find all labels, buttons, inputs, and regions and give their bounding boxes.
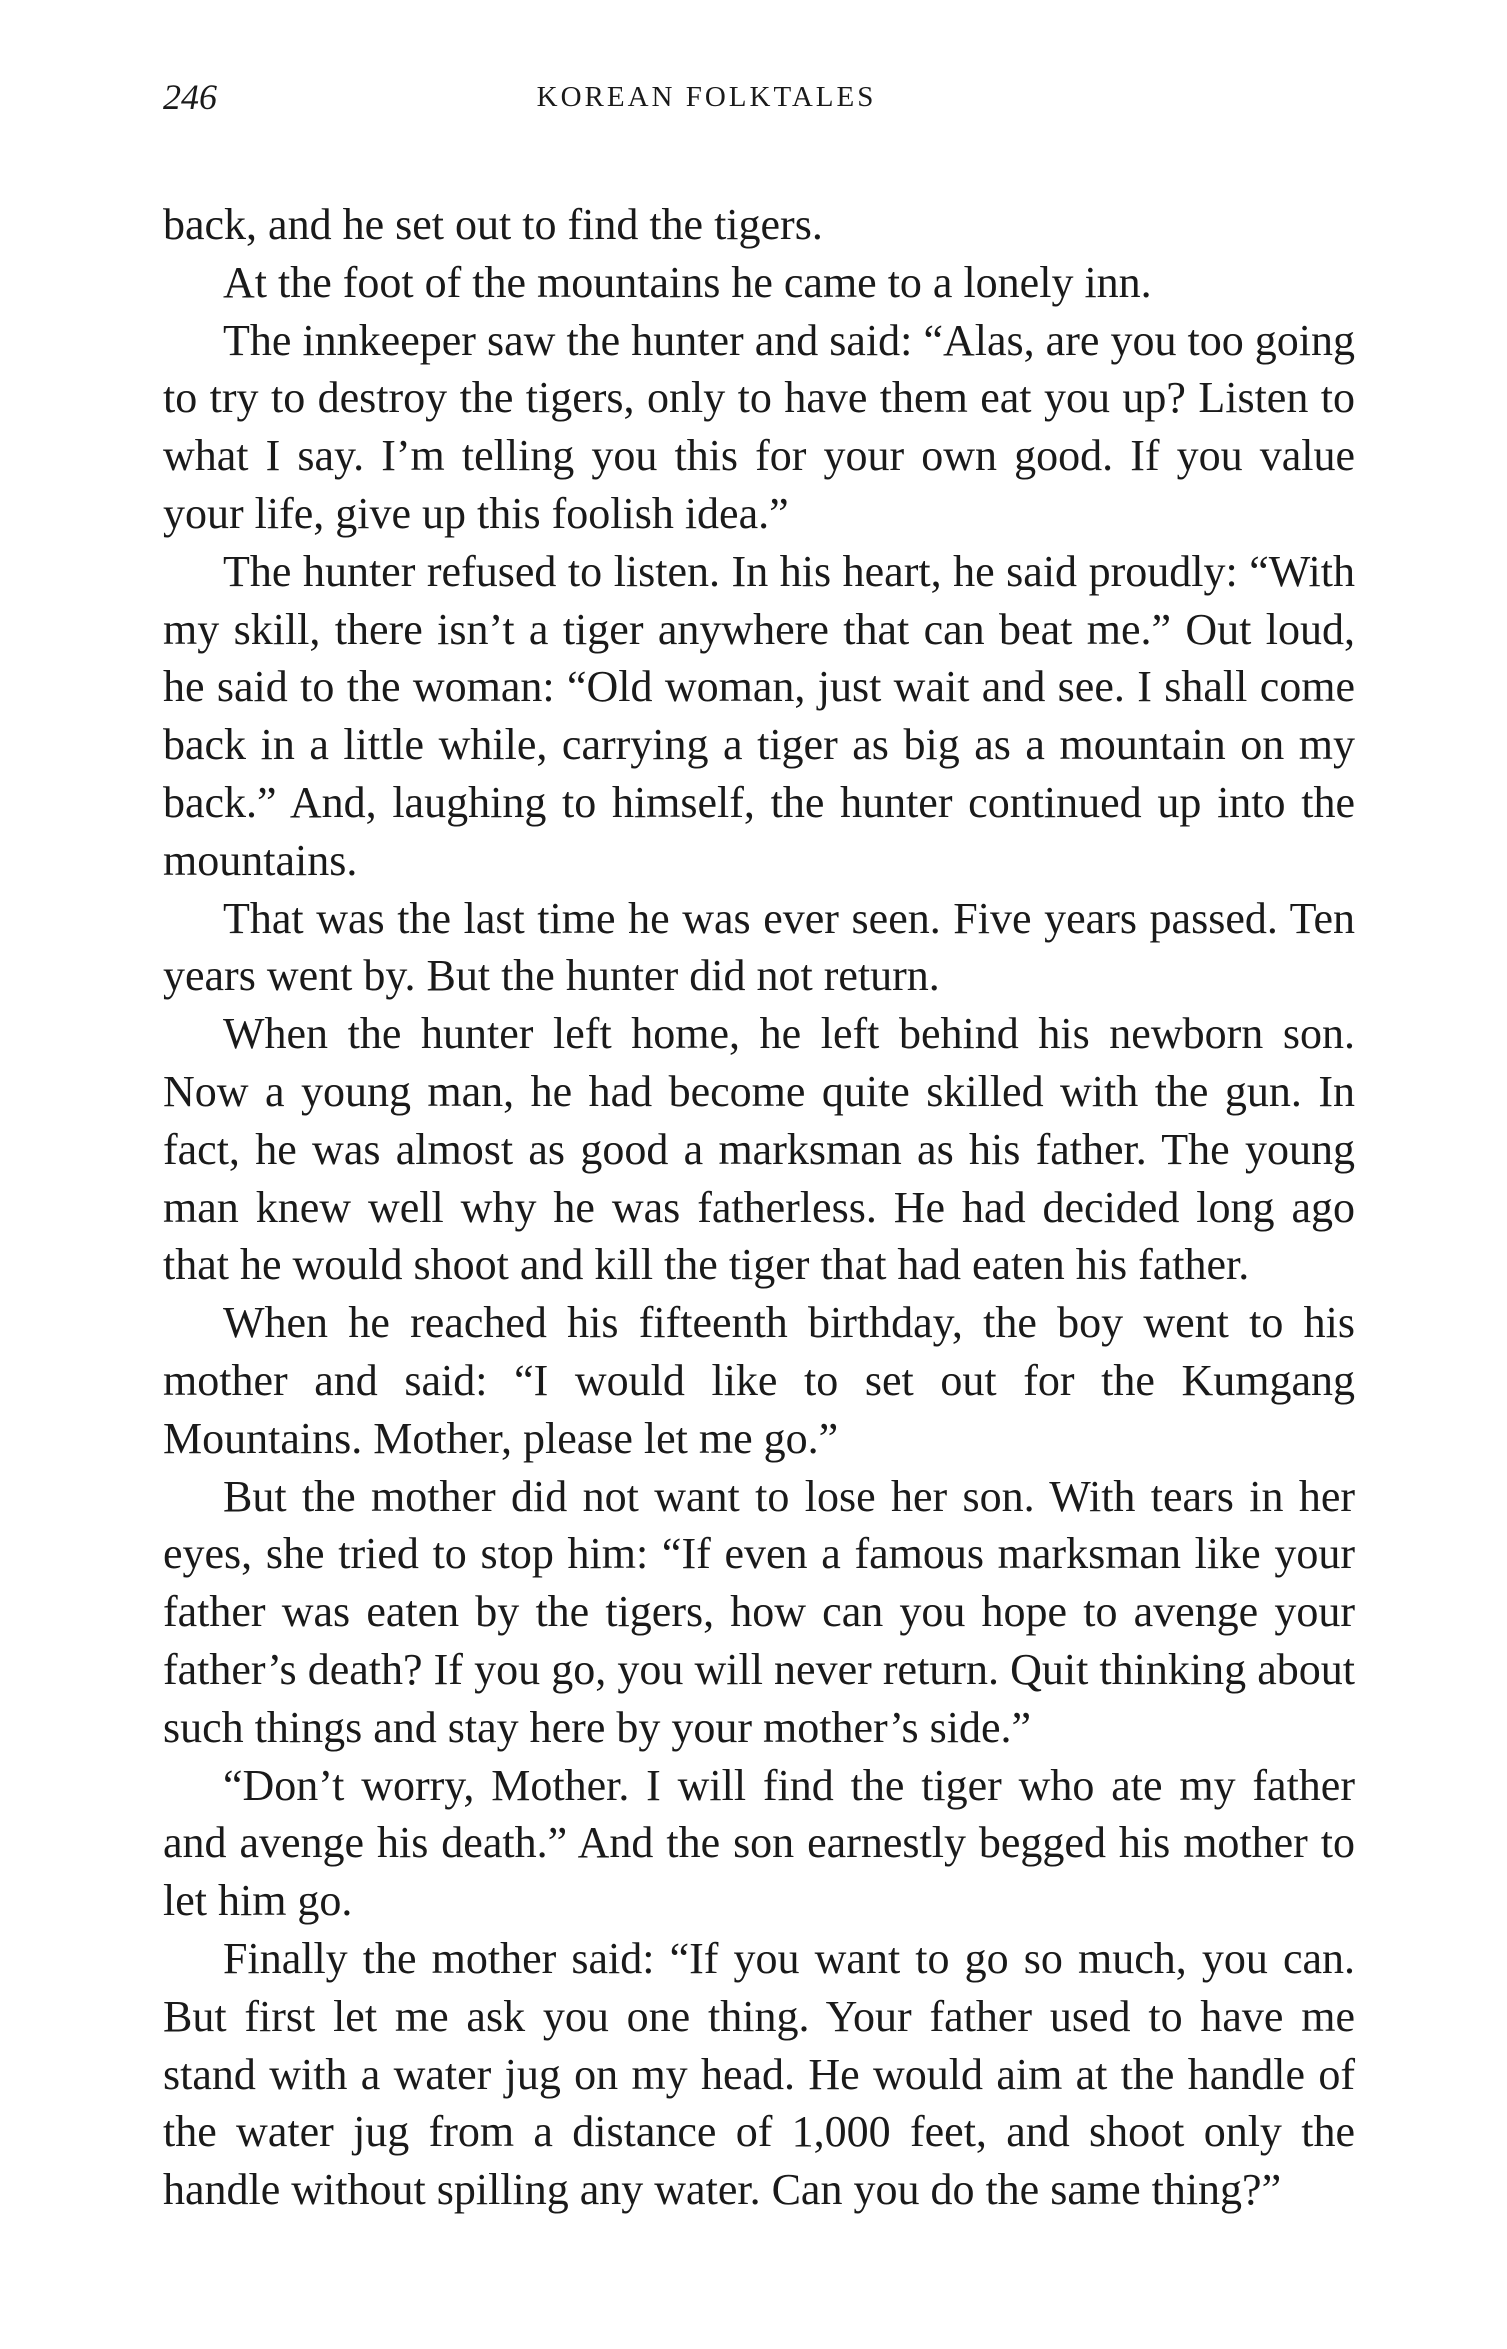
body-text	[163, 196, 1355, 2219]
paragraph: That was the last time he was ever seen. Five years passed. Ten years went by. But the hunter did not return.	[163, 893, 1355, 1001]
paragraph: back, and he set out to find the tigers.	[163, 200, 823, 249]
book-title: KOREAN FOLKTALES	[536, 81, 877, 113]
running-head	[163, 72, 1355, 122]
paragraph: The innkeeper saw the hunter and said: “Alas, are you too going to try to destroy the tigers, only to have them eat you up? Listen to what I say. I’m telling you this for your own good. If you value your life, give up this foolish idea.”	[163, 315, 1355, 538]
paragraph: At the foot of the mountains he came to a lonely inn.	[223, 257, 1152, 307]
paragraph: When the hunter left home, he left behind his newborn son. Now a young man, he had become quite skilled with the gun. In fact, he was almost as good a marksman as his father. The young man knew well why he was fatherless. He had decided long ago that he would shoot and kill the tiger that had eaten his father.	[163, 1009, 1355, 1290]
paragraph: The hunter refused to listen. In his heart, he said proudly: “With my skill, there isn’t a tiger anywhere that can beat me.” Out loud, he said to the woman: “Old woman, just wait and see. I shall come back in a little while, carrying a tiger as big as a mountain on my back.” And, laughing to himself, the hunter continued up into the mountains.	[163, 546, 1355, 885]
book-page	[163, 0, 1355, 2349]
paragraph: But the mother did not want to lose her son. With tears in her eyes, she tried to stop him: “If even a famous marksman like your father was eaten by the tigers, how can you hope to avenge your father’s death? If you go, you will never return. Quit thinking about such things and stay here by your mother’s side.”	[163, 1471, 1355, 1752]
paragraph: Finally the mother said: “If you want to go so much, you can. But first let me ask you one thing. Your father used to have me stand with a water jug on my head. He would aim at the handle of the water jug from a distance of 1,000 feet, and shoot only the handle without spilling any water. Can you do the same thing?”	[163, 1933, 1355, 2215]
paragraph: When he reached his fifteenth birthday, the boy went to his mother and said: “I would like to set out for the Kumgang Mountains. Mother, please let me go.”	[163, 1298, 1355, 1463]
paragraph: “Don’t worry, Mother. I will find the tiger who ate my father and avenge his death.” And the son earnestly begged his mother to let him go.	[163, 1760, 1355, 1926]
page-number: 246	[163, 77, 217, 117]
